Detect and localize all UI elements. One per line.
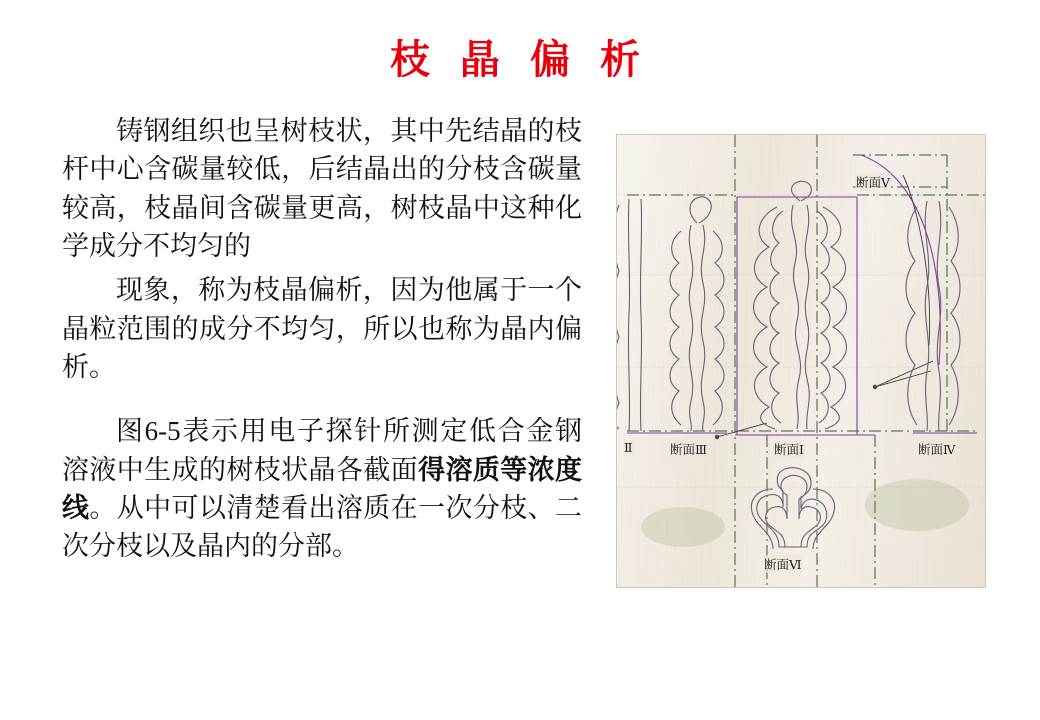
page-title: 枝 晶 偏 析 <box>390 37 650 82</box>
paragraph-3-lead: 图6-5表示用电子探针所测定低合金钢溶液中生成的树枝状晶各截面 <box>62 416 582 485</box>
paragraph-2: 现象，称为枝晶偏析，因为他属于一个晶粒范围的成分不均匀，所以也称为晶内偏析。 <box>62 275 582 382</box>
dendrite-left-edge <box>617 199 642 431</box>
paragraph-3-tail: 。从中可以清楚看出溶质在一次分枝、二次分枝以及晶内的分部。 <box>62 492 583 562</box>
figure-label-section-3: 断面Ⅲ <box>669 440 708 458</box>
paragraph-1: 铸钢组织也呈树枝状，其中先结晶的枝杆中心含碳量较低，后结晶出的分枝含碳量较高，枝晶间含碳量更高，树枝晶中这种化学成分不均匀的 <box>62 116 582 261</box>
figure-label-section-2: Ⅱ <box>624 441 633 455</box>
dendrite-right <box>906 201 960 431</box>
paper-stains <box>641 479 969 547</box>
paragraph-3 <box>62 412 582 565</box>
figure-label-section-4: 断面Ⅳ <box>917 440 957 458</box>
figure-label-section-1: 断面Ⅰ <box>773 440 805 458</box>
body-text <box>62 112 582 572</box>
figure-label-section-5: 断面Ⅴ <box>855 173 891 191</box>
figure-dendritic-segregation <box>616 134 986 588</box>
figure-label-section-6: 断面Ⅵ <box>763 555 803 573</box>
paragraph-3-emphasis: 得溶质等浓度线 <box>62 454 583 523</box>
figure-drawing <box>617 135 985 587</box>
dendrite-cross-section <box>751 468 834 549</box>
dendrite-center <box>754 181 847 429</box>
dendrite-left <box>670 197 724 431</box>
